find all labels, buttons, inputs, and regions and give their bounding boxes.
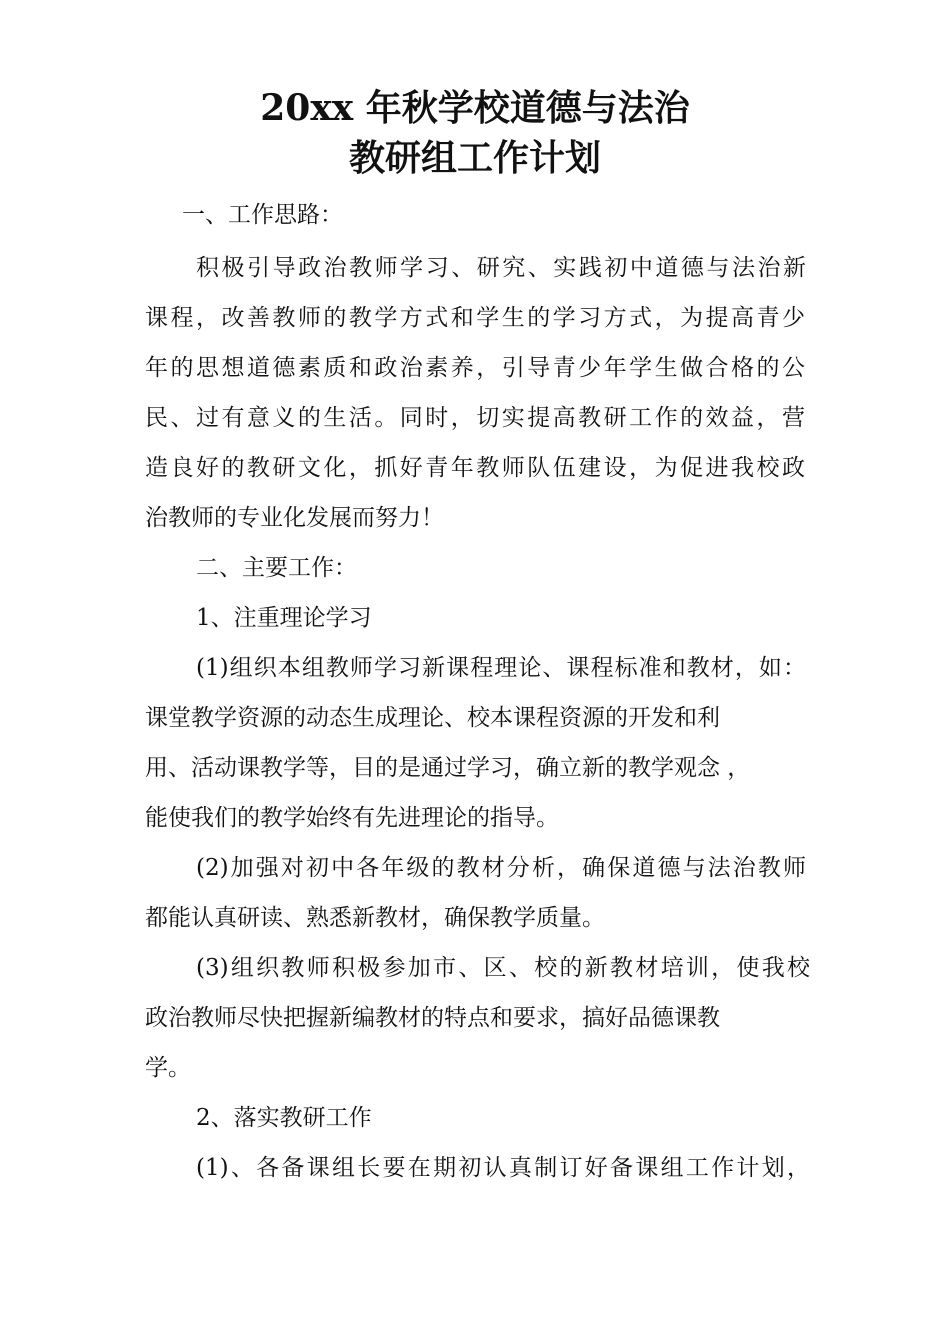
paragraph-line: (1)、各备课组长要在期初认真制订好备课组工作计划， — [196, 1155, 810, 1181]
paragraph-line: (3)组织教师积极参加市、区、校的新教材培训，使我校 — [196, 955, 810, 981]
paragraph-line: 政治教师尽快把握新编教材的特点和要求，搞好品德课教 — [145, 1005, 720, 1031]
paragraph-line: (1)组织本组教师学习新课程理论、课程标准和教材，如： — [196, 655, 806, 681]
paragraph-line: 课程，改善教师的教学方式和学生的学习方式，为提高青少 — [145, 305, 805, 331]
subsection-heading-2: 2、落实教研工作 — [196, 1105, 372, 1131]
document-title-line-2: 教研组工作计划 — [348, 137, 601, 179]
paragraph-line: 都能认真研读、熟悉新教材，确保教学质量。 — [145, 905, 605, 931]
paragraph-line: 民、过有意义的生活。同时，切实提高教研工作的效益，营 — [145, 405, 805, 431]
document-title-line-1: 20xx 年秋学校道德与法治 — [260, 87, 690, 129]
paragraph-line: 课堂教学资源的动态生成理论、校本课程资源的开发和利 — [145, 705, 720, 731]
section-heading-1: 一、工作思路： — [182, 202, 343, 228]
paragraph-line: 用、活动课教学等，目的是通过学习，确立新的教学观念 ， — [145, 755, 751, 781]
paragraph-line: (2)加强对初中各年级的教材分析，确保道德与法治教师 — [196, 855, 806, 881]
paragraph-line: 造良好的教研文化，抓好青年教师队伍建设，为促进我校政 — [145, 455, 805, 481]
paragraph-line: 治教师的专业化发展而努力！ — [145, 505, 444, 531]
paragraph-line: 积极引导政治教师学习、研究、实践初中道德与法治新 — [196, 255, 806, 281]
paragraph-line: 能使我们的教学始终有先进理论的指导。 — [145, 805, 559, 831]
paragraph-line: 年的思想道德素质和政治素养，引导青少年学生做合格的公 — [145, 355, 805, 381]
subsection-heading-1: 1、注重理论学习 — [196, 605, 372, 631]
paragraph-line: 学。 — [145, 1055, 191, 1081]
section-heading-2: 二、主要工作： — [196, 555, 357, 581]
